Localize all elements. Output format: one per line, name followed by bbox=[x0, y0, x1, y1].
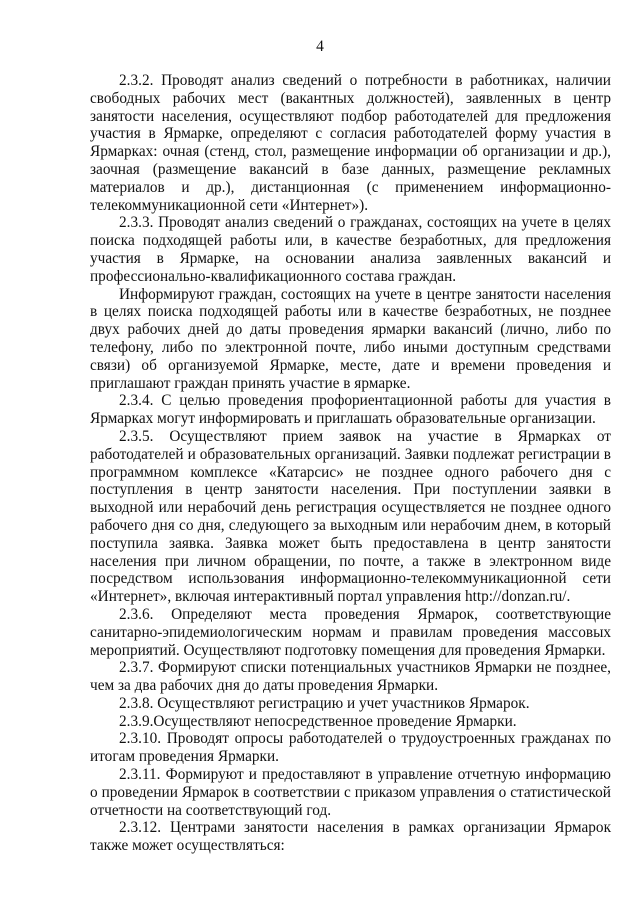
paragraph-2-3-6: 2.3.6. Определяют места проведения Ярмарок, соответствующие санитарно-эпидемиологическим нормам и правилам проведения массовых мероприятий. Осуществляют подготовку помещения для проведения Ярмарки. bbox=[90, 605, 611, 659]
paragraph-2-3-5: 2.3.5. Осуществляют прием заявок на участие в Ярмарках от работодателей и образовательных организаций. Заявки подлежат регистрации в программном комплексе «Катарсис» не позднее одного рабочего дня с поступления в центр занятости населения. При поступлении заявки в выходной или нерабочий день регистрация осуществляется не позднее одного рабочего дня со дня, следующего за выходным или нерабочим днем, в который поступила заявка. Заявка может быть предоставлена в центр занятости населения при личном обращении, по почте, а также в электронном виде посредством использования информационно-телекоммуникационной сети «Интернет», включая интерактивный портал управления http://donzan.ru/. bbox=[90, 427, 611, 606]
paragraph-2-3-7: 2.3.7. Формируют списки потенциальных участников Ярмарки не позднее, чем за два рабочих дня до даты проведения Ярмарки. bbox=[90, 659, 611, 695]
paragraph-2-3-12: 2.3.12. Центрами занятости населения в рамках организации Ярмарок также может осуществляться: bbox=[90, 819, 611, 855]
paragraph-2-3-11: 2.3.11. Формируют и предоставляют в управление отчетную информацию о проведении Ярмарок в соответствии с приказом управления о статистической отчетности на соответствующий год. bbox=[90, 766, 611, 819]
page-number: 4 bbox=[316, 38, 324, 55]
paragraph-2-3-10: 2.3.10. Проводят опросы работодателей о трудоустроенных гражданах по итогам проведения Ярмарки. bbox=[90, 730, 611, 766]
paragraph-2-3-8: 2.3.8. Осуществляют регистрацию и учет участников Ярмарок. bbox=[119, 694, 530, 712]
paragraph-2-3-3: 2.3.3. Проводят анализ сведений о гражданах, состоящих на учете в целях поиска подходящей работы или, в качестве безработных, для предложения участия в Ярмарке, на основании анализа заявленных вакансий и профессионально-квалификационного состава граждан. bbox=[90, 214, 611, 285]
document-body bbox=[90, 72, 611, 855]
paragraph-2-3-2: 2.3.2. Проводят анализ сведений о потребности в работниках, наличии свободных рабочих мест (вакантных должностей), заявленных в центр занятости населения, осуществляют подбор работодателей для предложения участия в Ярмарке, определяют с согласия работодателей форму участия в Ярмарках: очная (стенд, стол, размещение информации об организации и др.), заочная (размещение вакансий в базе данных, размещение рекламных материалов и др.), дистанционная (с применением информационно-телекоммуникационной сети «Интернет»). bbox=[90, 72, 611, 214]
paragraph-informing-citizens: Информируют граждан, состоящих на учете в центре занятости населения в целях поиска подходящей работы или в качестве безработных, не позднее двух рабочих дней до даты проведения ярмарки вакансий (лично, либо по телефону, либо по электронной почте, либо иными доступным средствами связи) об организуемой Ярмарке, месте, дате и времени проведения и приглашают граждан принять участие в ярмарке. bbox=[90, 285, 611, 392]
paragraph-2-3-9: 2.3.9.Осуществляют непосредственное проведение Ярмарки. bbox=[119, 712, 517, 730]
paragraph-2-3-4: 2.3.4. С целью проведения профориентационной работы для участия в Ярмарках могут информировать и приглашать образовательные организации. bbox=[90, 392, 611, 428]
